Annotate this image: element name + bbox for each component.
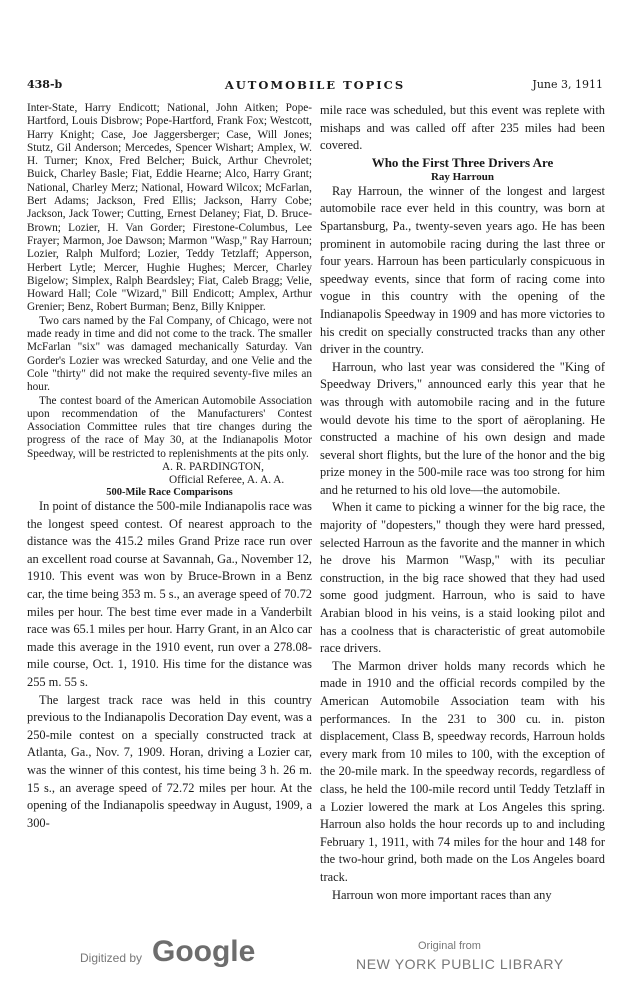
comparison-paragraph-2: The largest track race was held in this country previous to the Indianapolis Decoration Day event, was a 250-mile contest on a specially constructed track at Atlanta, Ga., Nov. 7, 1909. Horan, driving a Lozier car, was the winner of this contest, his time being 3 h. 26 m. 15 s., an average speed of 72.72 miles per hour. At the opening of the Indianapolis speedway in August, 1909, a 300-: [27, 692, 312, 830]
library-name: NEW YORK PUBLIC LIBRARY: [356, 956, 564, 972]
digitized-by-label: Digitized by: [80, 951, 143, 965]
signature-title: Official Referee, A. A. A.: [169, 474, 285, 487]
page-number: 438-b: [27, 78, 63, 91]
continuation-paragraph: mile race was scheduled, but this event was replete with mishaps and was called off after 235 miles had been covered.: [320, 103, 605, 153]
harroun-paragraph-2: Harroun, who last year was considered the "King of Speedway Drivers," announced early this year that he was through with automobile racing and in the future would devote his time to the sport of aëroplaning. He constructed a machine of his own design and made several short flights, but the lure of the honor and the big prize money in the 500-mile race was too strong for him and he returned to his old love—the automobile.: [320, 359, 605, 497]
contest-board-paragraph: The contest board of the American Automobile Association upon recommendation of the Manufacturers' Contest Association Committee rules that tire changes during the progress of the race of May 30, at the Indianapolis Motor Speedway, will be restricted to replenishments at the pits only.: [27, 394, 312, 460]
signature-name: A. R. PARDINGTON,: [162, 461, 265, 474]
harroun-paragraph-3: When it came to picking a winner for the big race, the majority of "dopesters," though they were hard pressed, selected Harroun as the favorite and the manner in which he drove his Marmon "Wasp," with its peculiar construction, in the big race showed that they had used some good judgment. Harroun, who is said to have Arabian blood in his veins, is a staid looking pilot and has a coolness that is characteristic of great automobile race drivers.: [320, 500, 605, 656]
section-heading: Who the First Three Drivers Are: [371, 154, 554, 170]
page-header: [27, 78, 603, 94]
two-cars-paragraph: Two cars named by the Fal Company, of Chicago, were not made ready in time and did not come to the track. The smaller McFarlan "six" was damaged mechanically Saturday. Van Gorder's Lozier was wrecked Saturday, and one Velie and the Cole "thirty" did not make the required seventy-five miles an hour.: [27, 314, 312, 394]
scan-footer: [0, 935, 638, 983]
comparison-paragraph-1: In point of distance the 500-mile Indianapolis race was the longest speed contest. Of nearest approach to the distance was the 415.2 miles Grand Prize race run over an excellent road course at Savannah, Ga., November 12, 1910. This event was won by Bruce-Brown in a Benz car, the time being 353 m. 5 s., an average speed of 70.72 miles per hour. The best time ever made in a Vanderbilt race was 65.1 miles per hour. Harry Grant, in an Alco car made this average in the 1910 event, run over a 278.08-mile course, Oct. 1, 1910. His time for the distance was 255 m. 55 s.: [27, 499, 312, 689]
section-subheading: Ray Harroun: [430, 170, 495, 183]
original-from-label: Original from: [418, 940, 481, 952]
harroun-paragraph-1: Ray Harroun, the winner of the longest and largest automobile race ever held in this country, was born at Spartansburg, Pa., twenty-seven years ago. He has been prominent in automobile racing during the last three or four years. Harroun has been particularly conspicuous in speedway events, since that form of racing come into vogue in this country with the opening of the Indianapolis Speedway in 1909 and has more victories to his credit on specially constructed tracks than any other driver in the country.: [320, 183, 605, 357]
entries-paragraph: Inter-State, Harry Endicott; National, John Aitken; Pope-Hartford, Louis Disbrow; Pope-Hartford, Frank Fox; Westcott, Harry Knight; Case, Joe Jaggersberger; Case, Will Jones; Stutz, Gil Anderson; Mercedes, Spencer Wishart; Amplex, W. H. Turner; Knox, Fred Belcher; Buick, Arthur Chevrolet; Buick, Charley Basle; Fiat, Eddie Hearne; Alco, Harry Grant; National, Charley Merz; National, Howard Wilcox; McFarlan, Bert Adams; Jackson, Fred Ellis; Jackson, Harry Cobe; Jackson, Jack Tower; Cutting, Ernest Delaney; Fiat, D. Bruce-Brown; Lozier, H. Van Gorder; Firestone-Columbus, Lee Frayer; Marmon, Joe Dawson; Marmon "Wasp," Ray Harroun; Lozier, Ralph Mulford; Lozier, Teddy Tetzlaff; Apperson, Herbert Lytle; Mercer, Hughie Hughes; Mercer, Charley Bigelow; Simplex, Ralph Beardsley; Fiat, Caleb Bragg; Velie, Howard Hall; Cole "Wizard," Bill Endicott; Amplex, Arthur Grenier; Benz, Robert Burman; Benz, Billy Knipper.: [27, 102, 312, 314]
publication-title: AUTOMOBILE TOPICS: [224, 78, 406, 92]
harroun-paragraph-5: Harroun won more important races than any: [332, 887, 552, 902]
issue-date: June 3, 1911: [532, 78, 603, 91]
comparisons-subheading: 500-Mile Race Comparisons: [106, 487, 233, 499]
right-column: [320, 102, 605, 904]
google-logo: Google: [152, 935, 256, 968]
left-column: [27, 102, 312, 832]
harroun-paragraph-4: The Marmon driver holds many records which he made in 1910 and the official records compiled by the American Automobile Association team with his performances. In the 231 to 300 cu. in. piston displacement, Class B, speedway records, Harroun holds every mark from 10 miles to 100, with the exception of the 20-mile mark. In the speedway records, regardless of class, he held the 100-mile record until Teddy Tetzlaff in a Lozier lowered the mark at Los Angeles this spring. Harroun also holds the hour records up to and including February 1, 1911, with 74 miles for the hour and 148 for the two-hour grind, both made on the Los Angeles board track.: [320, 658, 605, 884]
